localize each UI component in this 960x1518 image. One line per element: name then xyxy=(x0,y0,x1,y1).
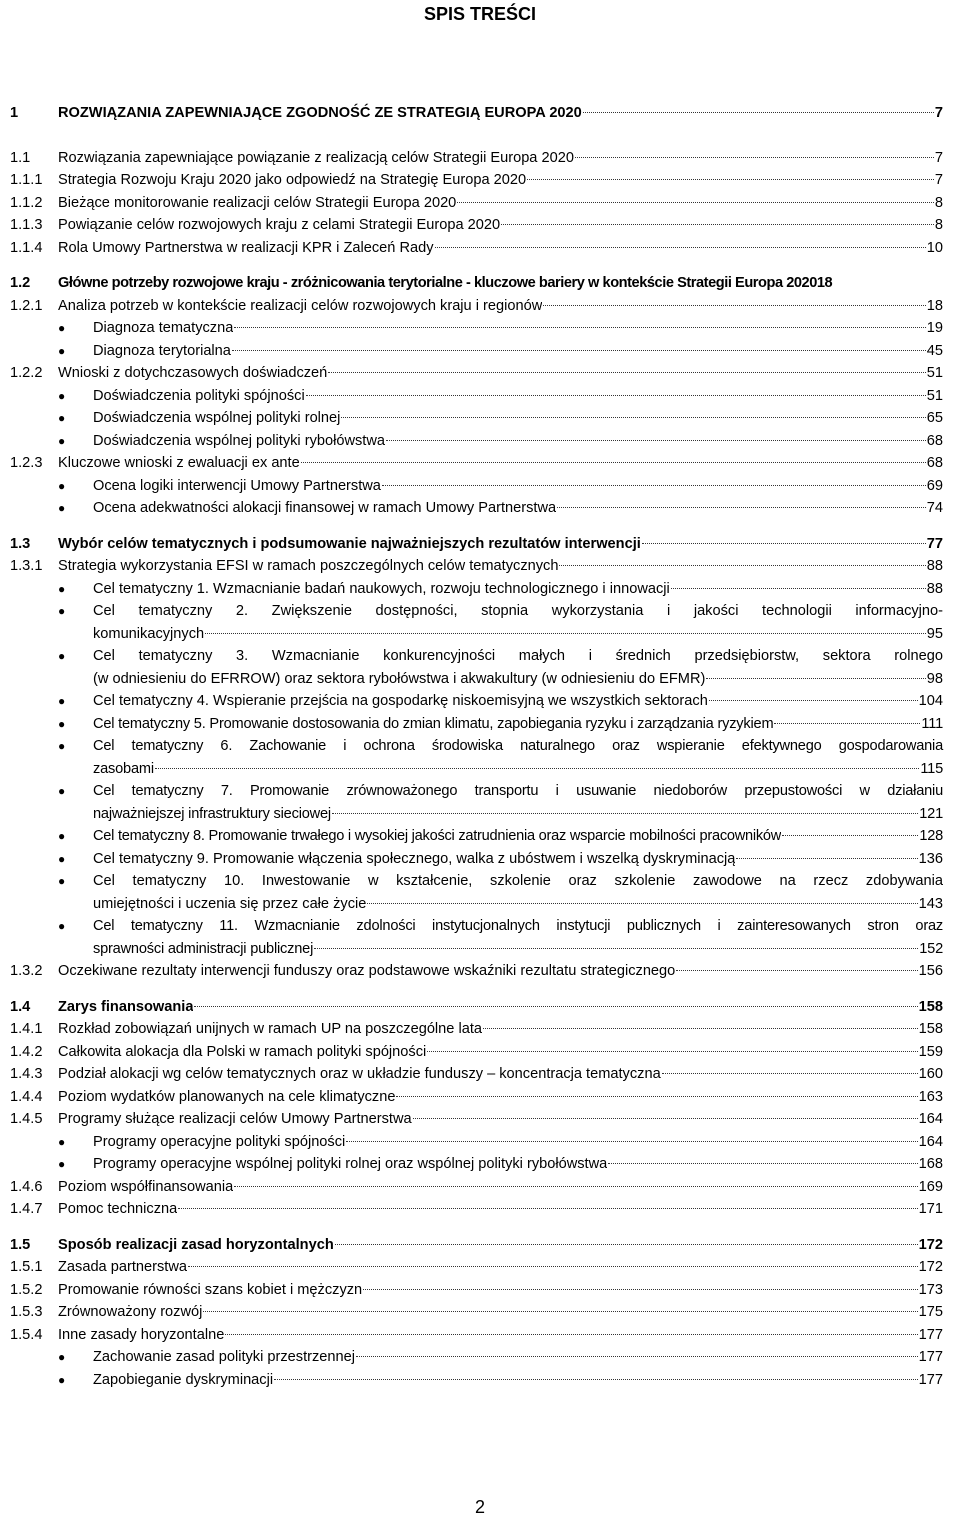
toc-title: Cel tematyczny 5. Promowanie dostosowania do zmian klimatu, zapobiegania ryzyku i zarządzania ryzykiem xyxy=(93,715,774,732)
toc-page-number: 104 xyxy=(918,693,943,709)
toc-title: najważniejszej infrastruktury sieciowej xyxy=(93,805,331,822)
toc-entry[interactable] xyxy=(0,1324,960,1347)
toc-page-number: 136 xyxy=(918,850,943,867)
toc-page-number: 128 xyxy=(919,828,943,844)
toc-page-number: 8 xyxy=(934,217,943,233)
toc-page-number: 7 xyxy=(934,172,943,188)
toc-entry[interactable] xyxy=(0,1256,960,1279)
toc-number: 1.3 xyxy=(10,535,31,552)
toc-entry[interactable] xyxy=(0,1198,960,1221)
toc-title: sprawności administracji publicznej xyxy=(93,940,314,957)
toc-page-number: 45 xyxy=(926,342,943,359)
bullet-icon: ● xyxy=(58,388,66,403)
toc-page-number: 111 xyxy=(921,715,943,732)
toc-entry[interactable] xyxy=(0,452,960,475)
toc-title-line: Cel tematyczny 6. Zachowanie i ochrona środowiska naturalnego oraz wspieranie efektywnego gospodarowania xyxy=(93,738,943,754)
bullet-icon: ● xyxy=(58,1134,66,1149)
toc-page-number: 18 xyxy=(926,297,943,314)
bullet-icon: ● xyxy=(58,604,66,618)
toc-entry[interactable] xyxy=(0,475,960,498)
toc-page-number: 172 xyxy=(918,1259,943,1275)
toc-title: Diagnoza terytorialna xyxy=(93,342,231,359)
toc-entry[interactable] xyxy=(0,870,960,915)
toc-entry[interactable] xyxy=(0,237,960,260)
toc-title: ROZWIĄZANIA ZAPEWNIAJĄCE ZGODNOŚĆ ZE STRATEGIĄ EUROPA 2020 xyxy=(58,105,582,121)
toc-title: Strategia wykorzystania EFSI w ramach poszczególnych celów tematycznych xyxy=(58,558,559,574)
toc-number: 1.1.1 xyxy=(10,172,43,188)
toc-title: Całkowita alokacja dla Polski w ramach polityki spójności xyxy=(58,1043,427,1060)
toc-title: Ocena logiki interwencji Umowy Partnerstwa xyxy=(93,477,381,494)
toc-entry[interactable] xyxy=(0,362,960,385)
toc-title: Rola Umowy Partnerstwa w realizacji KPR i Zaleceń Rady xyxy=(58,239,434,256)
toc-page-number: 95 xyxy=(926,625,943,642)
toc-entry[interactable] xyxy=(0,497,960,520)
toc-page-number: 163 xyxy=(918,1088,943,1105)
toc-number: 1 xyxy=(10,105,19,121)
toc-entry[interactable] xyxy=(0,1041,960,1064)
toc-page-number: 156 xyxy=(918,963,943,979)
toc-entry[interactable] xyxy=(0,780,960,825)
toc-number: 1.5.2 xyxy=(10,1281,43,1298)
toc-page-number: 158 xyxy=(918,998,943,1015)
bullet-icon: ● xyxy=(58,433,66,448)
toc-title-line: Cel tematyczny 10. Inwestowanie w kształcenie, szkolenie oraz szkolenie zawodowe na rzecz zdobywania xyxy=(93,873,943,889)
toc-title: Poziom wydatków planowanych na cele klimatyczne xyxy=(58,1088,396,1105)
toc-page-number: 121 xyxy=(919,805,943,822)
page-number-footer: 2 xyxy=(474,1497,485,1517)
toc-title: Zarys finansowania xyxy=(58,998,194,1015)
toc-entry[interactable] xyxy=(0,1176,960,1199)
toc-number: 1.2 xyxy=(10,275,31,291)
toc-page-number: 68 xyxy=(926,455,943,471)
toc-page-number: 65 xyxy=(926,410,943,426)
toc-entry[interactable] xyxy=(0,407,960,430)
toc-page-number: 69 xyxy=(926,477,943,494)
toc-page-number: 51 xyxy=(926,387,943,404)
toc-title: Programy operacyjne wspólnej polityki rolnej oraz wspólnej polityki rybołówstwa xyxy=(93,1156,608,1172)
toc-page-number: 177 xyxy=(918,1326,943,1343)
toc-title: Cel tematyczny 8. Promowanie trwałego i wysokiej jakości zatrudnienia oraz wsparcie mobilności pracowników xyxy=(93,828,782,844)
toc-title: (w odniesieniu do EFRROW) oraz sektora rybołówstwa i akwakultury (w odniesieniu do EFMR) xyxy=(93,670,706,687)
toc-title: Oczekiwane rezultaty interwencji funduszy oraz podstawowe wskaźniki rezultatu strategicznego xyxy=(58,963,676,979)
toc-title: Kluczowe wnioski z ewaluacji ex ante xyxy=(58,455,300,471)
toc-title: zasobami xyxy=(93,760,154,777)
toc-title-line: Cel tematyczny 3. Wzmacnianie konkurencyjności małych i średnich przedsiębiorstw, sektora rolnego xyxy=(93,648,943,664)
toc-title: Rozkład zobowiązań unijnych w ramach UP na poszczególne lata xyxy=(58,1021,482,1037)
toc-number: 1.4.2 xyxy=(10,1043,43,1060)
toc-title-line: Cel tematyczny 11. Wzmacnianie zdolności instytucjonalnych instytucji publicznych i zainteresowanych stron oraz xyxy=(93,918,943,934)
bullet-icon: ● xyxy=(58,919,66,933)
toc-number: 1.2.1 xyxy=(10,297,43,314)
toc-page-number: 115 xyxy=(920,760,943,777)
toc-title: Rozwiązania zapewniające powiązanie z realizacją celów Strategii Europa 2020 xyxy=(58,149,574,166)
toc-number: 1.1.4 xyxy=(10,239,43,256)
toc-entry[interactable] xyxy=(0,915,960,960)
toc-title: Programy operacyjne polityki spójności xyxy=(93,1133,346,1150)
toc-title: Doświadczenia polityki spójności xyxy=(93,387,305,404)
toc-page-number: 168 xyxy=(918,1156,943,1172)
toc-page-number: 7 xyxy=(934,105,943,121)
toc-entry[interactable] xyxy=(0,1369,960,1392)
toc-page-number: 152 xyxy=(919,940,943,957)
toc-entry[interactable] xyxy=(0,555,960,578)
toc-entry[interactable] xyxy=(0,272,960,295)
toc-entry[interactable] xyxy=(0,1279,960,1302)
toc-entry[interactable] xyxy=(0,848,960,871)
bullet-icon: ● xyxy=(58,716,66,731)
toc-number: 1.4 xyxy=(10,998,31,1015)
bullet-icon: ● xyxy=(58,321,66,335)
toc-title: Zapobieganie dyskryminacji xyxy=(93,1371,274,1388)
bullet-icon: ● xyxy=(58,649,66,663)
toc-number: 1.2.2 xyxy=(10,365,43,381)
toc-entry[interactable] xyxy=(0,1301,960,1324)
toc-page-number: 158 xyxy=(918,1021,943,1037)
toc-title: Wnioski z dotychczasowych doświadczeń xyxy=(58,365,328,381)
toc-title: Ocena adekwatności alokacji finansowej w ramach Umowy Partnerstwa xyxy=(93,500,557,516)
toc-title: Bieżące monitorowanie realizacji celów Strategii Europa 2020 xyxy=(58,194,457,211)
toc-entry[interactable] xyxy=(0,1108,960,1131)
bullet-icon: ● xyxy=(58,478,66,493)
toc-number: 1.5.4 xyxy=(10,1326,43,1343)
toc-title: Wybór celów tematycznych i podsumowanie najważniejszych rezultatów interwencji xyxy=(58,535,641,552)
toc-entry[interactable] xyxy=(0,690,960,713)
bullet-icon: ● xyxy=(58,694,66,708)
toc-number: 1.4.7 xyxy=(10,1201,43,1217)
toc-entry[interactable] xyxy=(0,102,960,125)
toc-number: 1.5.3 xyxy=(10,1304,43,1320)
toc-entry[interactable] xyxy=(0,430,960,453)
toc-page-number: 177 xyxy=(918,1371,943,1388)
toc-page-number: 171 xyxy=(918,1201,943,1217)
toc-entry[interactable] xyxy=(0,317,960,340)
toc-entry[interactable] xyxy=(0,1234,960,1257)
toc-page-number: 74 xyxy=(926,500,943,516)
bullet-icon: ● xyxy=(58,1157,66,1171)
bullet-icon: ● xyxy=(58,1372,66,1387)
bullet-icon: ● xyxy=(58,851,66,866)
toc-page-number: 177 xyxy=(918,1349,943,1365)
toc-page-number: 173 xyxy=(918,1281,943,1298)
toc-entry[interactable] xyxy=(0,578,960,601)
toc-title: Poziom współfinansowania xyxy=(58,1178,234,1195)
toc-title: Sposób realizacji zasad horyzontalnych xyxy=(58,1236,334,1253)
toc-entry[interactable] xyxy=(0,147,960,170)
toc-entry[interactable] xyxy=(0,825,960,848)
toc-entry[interactable] xyxy=(0,960,960,983)
toc-number: 1.1.2 xyxy=(10,194,43,211)
toc-number: 1.4.5 xyxy=(10,1111,43,1127)
toc-page-number: 68 xyxy=(926,432,943,449)
toc-title: Powiązanie celów rozwojowych kraju z celami Strategii Europa 2020 xyxy=(58,217,501,233)
toc-entry[interactable] xyxy=(0,600,960,645)
toc-number: 1.5.1 xyxy=(10,1259,43,1275)
toc-page-number: 164 xyxy=(918,1133,943,1150)
bullet-icon: ● xyxy=(58,874,66,888)
toc-number: 1.3.1 xyxy=(10,558,43,574)
toc-page-number: 164 xyxy=(918,1111,943,1127)
toc-page-number: 172 xyxy=(918,1236,943,1253)
toc-entry[interactable] xyxy=(0,1018,960,1041)
toc-number: 1.1.3 xyxy=(10,217,43,233)
toc-title: umiejętności i uczenia się przez całe życie xyxy=(93,895,367,912)
toc-page-number: 19 xyxy=(926,320,943,336)
toc-title: Strategia Rozwoju Kraju 2020 jako odpowiedź na Strategię Europa 2020 xyxy=(58,172,527,188)
toc-title: Zrównoważony rozwój xyxy=(58,1304,203,1320)
toc-title: Główne potrzeby rozwojowe kraju - zróżnicowania terytorialne - kluczowe bariery w kontekście Strategii Europa 2020 xyxy=(58,275,817,291)
toc-entry[interactable] xyxy=(0,1131,960,1154)
toc-page-number: 159 xyxy=(918,1043,943,1060)
toc-page-number: 88 xyxy=(926,558,943,574)
toc-page-number: 7 xyxy=(934,149,943,166)
toc-title: Zachowanie zasad polityki przestrzennej xyxy=(93,1349,356,1365)
toc-entry[interactable] xyxy=(0,1153,960,1176)
bullet-icon: ● xyxy=(58,411,66,425)
page-title: SPIS TREŚCI xyxy=(423,4,537,24)
toc-entry[interactable] xyxy=(0,1346,960,1369)
toc-title: Diagnoza tematyczna xyxy=(93,320,234,336)
toc-page-number: 98 xyxy=(926,670,943,687)
toc-number: 1.4.4 xyxy=(10,1088,43,1105)
toc-number: 1.4.1 xyxy=(10,1021,43,1037)
toc-title: Programy służące realizacji celów Umowy Partnerstwa xyxy=(58,1111,412,1127)
toc-page-number: 8 xyxy=(934,194,943,211)
toc-page-number: 88 xyxy=(926,580,943,597)
toc-entry[interactable] xyxy=(0,385,960,408)
toc-entry[interactable] xyxy=(0,1063,960,1086)
toc-entry[interactable] xyxy=(0,735,960,780)
toc-title-line: Cel tematyczny 7. Promowanie zrównoważonego transportu i usuwanie niedoborów przepustowości w działaniu xyxy=(93,783,943,799)
toc-title: Cel tematyczny 1. Wzmacnianie badań naukowych, rozwoju technologicznego i innowacji xyxy=(93,580,670,597)
toc-title: Cel tematyczny 9. Promowanie włączenia społecznego, walka z ubóstwem i wszelką dyskryminacją xyxy=(93,850,736,867)
toc-title: Doświadczenia wspólnej polityki rolnej xyxy=(93,410,341,426)
toc-entry[interactable] xyxy=(0,996,960,1019)
toc-title: komunikacyjnych xyxy=(93,625,205,642)
toc-number: 1.4.3 xyxy=(10,1066,43,1082)
toc-entry[interactable] xyxy=(0,192,960,215)
bullet-icon: ● xyxy=(58,343,66,358)
bullet-icon: ● xyxy=(58,739,66,753)
toc-title: Zasada partnerstwa xyxy=(58,1259,187,1275)
toc-entry[interactable] xyxy=(0,169,960,192)
toc-title: Podział alokacji wg celów tematycznych oraz w układzie funduszy – koncentracja tematyczna xyxy=(58,1066,661,1082)
toc-title-line: Cel tematyczny 2. Zwiększenie dostępności, stopnia wykorzystania i jakości technologii informacyjno- xyxy=(93,603,943,619)
toc-entry[interactable] xyxy=(0,533,960,556)
toc-title: Cel tematyczny 4. Wspieranie przejścia na gospodarkę niskoemisyjną we wszystkich sektorach xyxy=(93,693,708,709)
toc-title: Analiza potrzeb w kontekście realizacji celów rozwojowych kraju i regionów xyxy=(58,297,543,314)
toc-number: 1.3.2 xyxy=(10,963,43,979)
toc-title: Doświadczenia wspólnej polityki rybołówstwa xyxy=(93,432,386,449)
toc-page-number: 10 xyxy=(926,239,943,256)
toc-entry[interactable] xyxy=(0,1086,960,1109)
toc-page-number: 175 xyxy=(918,1304,943,1320)
toc-entry[interactable] xyxy=(0,340,960,363)
toc-page-number: 51 xyxy=(926,365,943,381)
toc-number: 1.4.6 xyxy=(10,1178,43,1195)
toc-page-number: 18 xyxy=(816,275,833,291)
toc-number: 1.1 xyxy=(10,149,31,166)
bullet-icon: ● xyxy=(58,1350,66,1364)
toc-page-number: 143 xyxy=(918,895,943,912)
bullet-icon: ● xyxy=(58,829,66,843)
toc-entry[interactable] xyxy=(0,645,960,690)
bullet-icon: ● xyxy=(58,581,66,596)
toc-title: Pomoc techniczna xyxy=(58,1201,178,1217)
bullet-icon: ● xyxy=(58,784,66,798)
toc-number: 1.2.3 xyxy=(10,455,43,471)
toc-page-number: 169 xyxy=(918,1178,943,1195)
toc-title: Inne zasady horyzontalne xyxy=(58,1326,225,1343)
toc-entry[interactable] xyxy=(0,295,960,318)
table-of-contents xyxy=(0,102,960,1391)
toc-entry[interactable] xyxy=(0,214,960,237)
toc-number: 1.5 xyxy=(10,1236,31,1253)
toc-entry[interactable] xyxy=(0,713,960,736)
toc-page-number: 160 xyxy=(918,1066,943,1082)
toc-page-number: 77 xyxy=(926,535,943,552)
bullet-icon: ● xyxy=(58,501,66,515)
toc-title: Promowanie równości szans kobiet i mężczyzn xyxy=(58,1281,363,1298)
